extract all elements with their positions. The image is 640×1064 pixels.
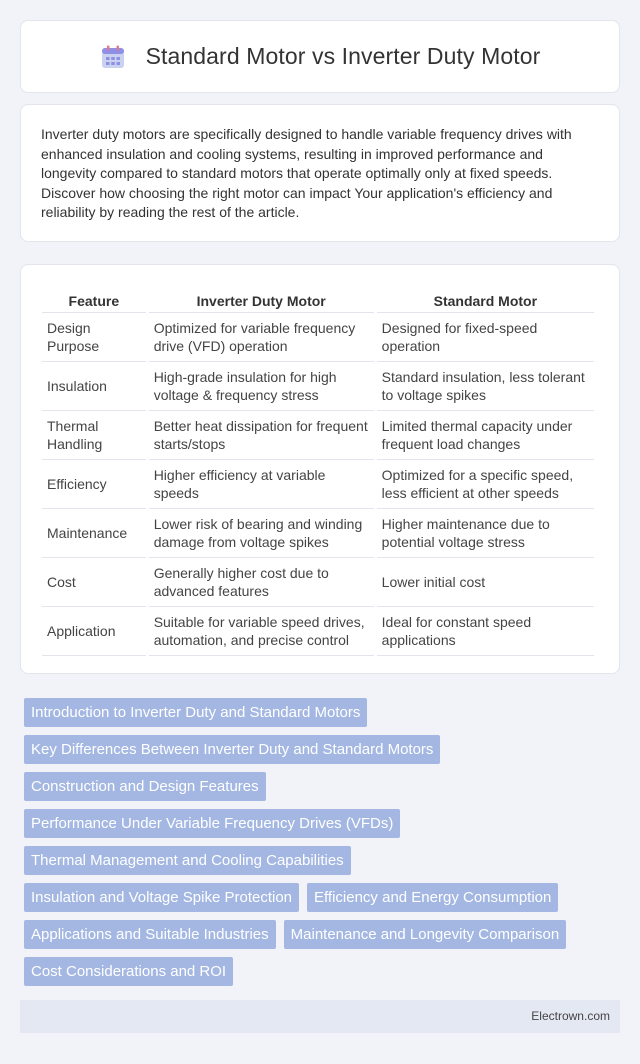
intro-text: Inverter duty motors are specifically designed to handle variable frequency drives with enhanced insulation and cooling systems, resulting in improved performance and longevity compared to standard motors that operate optimally only at fixed speeds. Discover how choosing the right motor can impact Your application's efficiency and reliability by reading the rest of the article. xyxy=(41,126,572,221)
table-row xyxy=(42,362,594,411)
calendar-icon xyxy=(100,44,126,70)
table-cell-standard: Lower initial cost xyxy=(377,558,594,607)
toc-link-key-differences[interactable]: Key Differences Between Inverter Duty and Standard Motors xyxy=(24,735,440,764)
table-cell-inverter: Suitable for variable speed drives, automation, and precise control xyxy=(149,607,374,656)
table-cell-inverter: Higher efficiency at variable speeds xyxy=(149,460,374,509)
table-cell-standard: Higher maintenance due to potential voltage stress xyxy=(377,509,594,558)
footer xyxy=(20,1000,620,1033)
header-inner xyxy=(100,43,541,70)
toc-row xyxy=(24,846,624,875)
toc-link-maintenance[interactable]: Maintenance and Longevity Comparison xyxy=(284,920,567,949)
table-row xyxy=(42,558,594,607)
toc-row xyxy=(24,809,624,838)
toc-row xyxy=(24,735,624,764)
table-cell-standard: Limited thermal capacity under frequent load changes xyxy=(377,411,594,460)
table-row xyxy=(42,509,594,558)
table-header-row xyxy=(42,285,594,313)
table-cell-feature: Insulation xyxy=(42,362,146,411)
table-cell-inverter: Better heat dissipation for frequent starts/stops xyxy=(149,411,374,460)
table-cell-inverter: Lower risk of bearing and winding damage from voltage spikes xyxy=(149,509,374,558)
intro-card xyxy=(20,104,620,242)
table-cell-standard: Designed for fixed-speed operation xyxy=(377,313,594,362)
table-header-standard: Standard Motor xyxy=(377,285,594,313)
header-card xyxy=(20,20,620,93)
toc-link-efficiency[interactable]: Efficiency and Energy Consumption xyxy=(307,883,558,912)
table-cell-standard: Standard insulation, less tolerant to voltage spikes xyxy=(377,362,594,411)
toc-row xyxy=(24,698,624,727)
table-row xyxy=(42,313,594,362)
table-cell-feature: Application xyxy=(42,607,146,656)
table-cell-inverter: Generally higher cost due to advanced features xyxy=(149,558,374,607)
table-cell-standard: Ideal for constant speed applications xyxy=(377,607,594,656)
table-row xyxy=(42,607,594,656)
table-cell-feature: Cost xyxy=(42,558,146,607)
table-row xyxy=(42,460,594,509)
toc-link-insulation[interactable]: Insulation and Voltage Spike Protection xyxy=(24,883,299,912)
table-header-inverter: Inverter Duty Motor xyxy=(149,285,374,313)
toc-row xyxy=(24,772,624,801)
table-cell-feature: Design Purpose xyxy=(42,313,146,362)
toc-row xyxy=(24,957,624,986)
toc-row xyxy=(24,920,624,949)
table-cell-standard: Optimized for a specific speed, less efficient at other speeds xyxy=(377,460,594,509)
table-cell-feature: Maintenance xyxy=(42,509,146,558)
toc-link-applications[interactable]: Applications and Suitable Industries xyxy=(24,920,276,949)
comparison-table-card xyxy=(20,264,620,674)
table-cell-inverter: High-grade insulation for high voltage & frequency stress xyxy=(149,362,374,411)
table-header-feature: Feature xyxy=(42,285,146,313)
toc-link-cost[interactable]: Cost Considerations and ROI xyxy=(24,957,233,986)
table-cell-inverter: Optimized for variable frequency drive (VFD) operation xyxy=(149,313,374,362)
toc-row xyxy=(24,883,624,912)
table-row xyxy=(42,411,594,460)
comparison-table xyxy=(39,285,597,656)
toc-link-thermal[interactable]: Thermal Management and Cooling Capabilities xyxy=(24,846,351,875)
table-cell-feature: Efficiency xyxy=(42,460,146,509)
page-title: Standard Motor vs Inverter Duty Motor xyxy=(145,43,541,69)
table-cell-feature: Thermal Handling xyxy=(42,411,146,460)
toc-link-introduction[interactable]: Introduction to Inverter Duty and Standard Motors xyxy=(24,698,367,727)
toc-link-performance-vfd[interactable]: Performance Under Variable Frequency Drives (VFDs) xyxy=(24,809,400,838)
footer-site-link[interactable]: Electrown.com xyxy=(531,1009,610,1023)
toc-link-construction[interactable]: Construction and Design Features xyxy=(24,772,266,801)
table-of-contents xyxy=(24,698,624,994)
